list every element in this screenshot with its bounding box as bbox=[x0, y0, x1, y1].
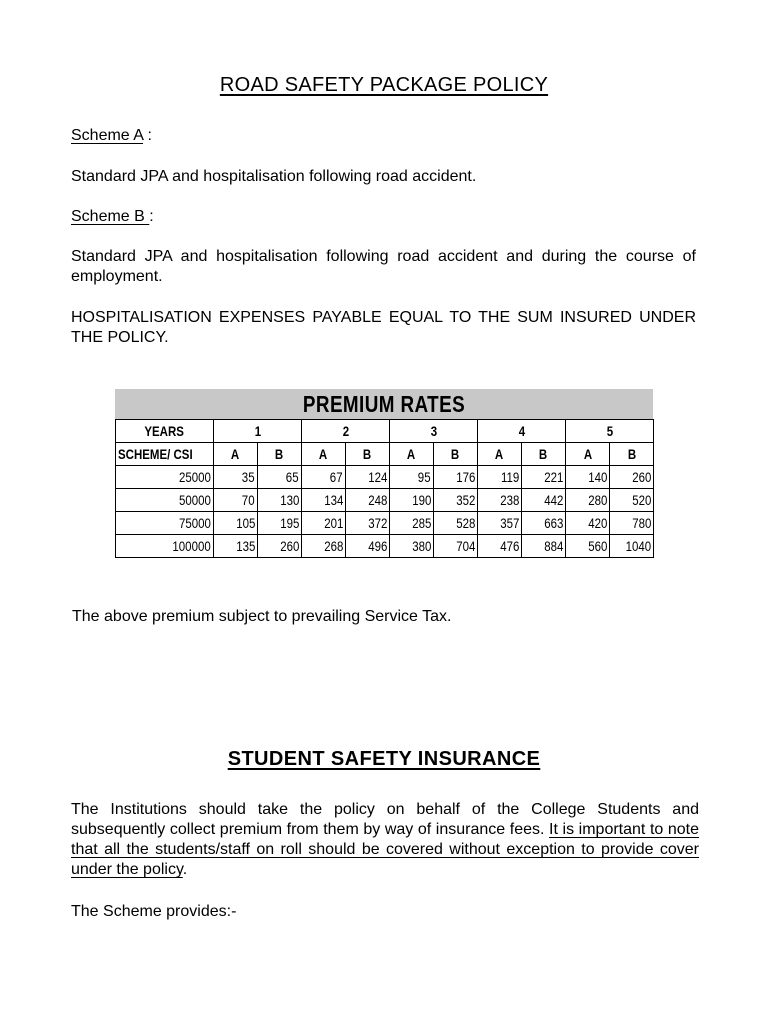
premium-cell bbox=[346, 466, 390, 489]
table-row bbox=[116, 489, 654, 512]
scheme-b-label: Scheme B bbox=[71, 208, 150, 225]
year-header: 2 bbox=[342, 423, 349, 439]
premium-cell bbox=[566, 535, 610, 558]
premium-cell bbox=[478, 535, 522, 558]
scheme-provides-text: The Scheme provides:- bbox=[71, 903, 237, 920]
premium-value: 260 bbox=[631, 469, 652, 485]
scheme-a-label: Scheme A bbox=[71, 127, 144, 144]
table-row bbox=[116, 512, 654, 535]
premium-value: 176 bbox=[455, 469, 476, 485]
premium-cell bbox=[302, 489, 346, 512]
premium-cell bbox=[390, 512, 434, 535]
premium-rates-title: PREMIUM RATES bbox=[163, 389, 604, 419]
scheme-subheader: B bbox=[539, 446, 548, 462]
student-section-title: STUDENT SAFETY INSURANCE bbox=[227, 748, 541, 770]
premium-value: 268 bbox=[323, 538, 344, 554]
student-section-paragraph bbox=[71, 800, 699, 880]
premium-value: 520 bbox=[631, 492, 652, 508]
scheme-subheader: A bbox=[583, 446, 592, 462]
premium-cell bbox=[434, 466, 478, 489]
premium-cell bbox=[566, 512, 610, 535]
premium-value: 248 bbox=[367, 492, 388, 508]
student-paragraph-emphasis: It is important to note that all the students/staff on roll should be covered without exception to provide cover under the policy bbox=[71, 821, 700, 878]
table-row bbox=[116, 535, 654, 558]
premium-value: 442 bbox=[543, 492, 564, 508]
scheme-subheader: A bbox=[319, 446, 328, 462]
csi-cell bbox=[116, 489, 214, 512]
premium-cell bbox=[434, 489, 478, 512]
premium-value: 420 bbox=[587, 515, 608, 531]
years-row bbox=[116, 420, 654, 443]
premium-value: 221 bbox=[543, 469, 564, 485]
csi-value: 100000 bbox=[172, 538, 211, 554]
premium-rates-header-bar bbox=[115, 389, 653, 419]
csi-value: 50000 bbox=[179, 492, 211, 508]
premium-cell bbox=[302, 535, 346, 558]
premium-rates-grid bbox=[115, 419, 654, 558]
scheme-a-description: Standard JPA and hospitalisation following road accident. bbox=[71, 168, 477, 185]
premium-value: 119 bbox=[500, 469, 520, 485]
premium-cell bbox=[522, 512, 566, 535]
scheme-subheader-cell bbox=[566, 443, 610, 466]
premium-cell bbox=[434, 535, 478, 558]
premium-value: 105 bbox=[235, 515, 255, 531]
premium-value: 704 bbox=[455, 538, 476, 554]
premium-cell bbox=[258, 512, 302, 535]
premium-cell bbox=[214, 489, 258, 512]
scheme-subheader: A bbox=[495, 446, 504, 462]
scheme-subheader-cell bbox=[434, 443, 478, 466]
premium-cell bbox=[478, 512, 522, 535]
premium-cell bbox=[522, 535, 566, 558]
premium-value: 95 bbox=[418, 469, 432, 485]
year-header: 1 bbox=[254, 423, 261, 439]
scheme-subheader-cell bbox=[302, 443, 346, 466]
premium-value: 124 bbox=[367, 469, 388, 485]
premium-cell bbox=[522, 466, 566, 489]
premium-cell bbox=[214, 512, 258, 535]
premium-value: 357 bbox=[499, 515, 520, 531]
years-label-cell bbox=[116, 420, 214, 443]
year-header-cell bbox=[478, 420, 566, 443]
premium-cell bbox=[346, 512, 390, 535]
csi-value: 75000 bbox=[179, 515, 211, 531]
premium-value: 238 bbox=[499, 492, 520, 508]
premium-value: 140 bbox=[587, 469, 608, 485]
premium-rates-table bbox=[115, 389, 653, 558]
premium-value: 663 bbox=[543, 515, 564, 531]
premium-value: 67 bbox=[330, 469, 344, 485]
scheme-b-heading bbox=[71, 207, 154, 227]
premium-cell bbox=[258, 535, 302, 558]
premium-value: 372 bbox=[367, 515, 388, 531]
premium-value: 195 bbox=[279, 515, 300, 531]
csi-cell bbox=[116, 512, 214, 535]
premium-cell bbox=[346, 535, 390, 558]
premium-value: 201 bbox=[323, 515, 344, 531]
scheme-b-colon: : bbox=[149, 208, 154, 225]
premium-cell bbox=[522, 489, 566, 512]
premium-cell bbox=[566, 466, 610, 489]
scheme-subheader-cell bbox=[390, 443, 434, 466]
scheme-subheader: A bbox=[407, 446, 416, 462]
student-paragraph-text: The Institutions should take the policy on behalf of the College Students and subsequently collect premium from them by way of insurance fees. bbox=[71, 801, 699, 838]
csi-cell bbox=[116, 466, 214, 489]
premium-value: 260 bbox=[279, 538, 300, 554]
premium-value: 884 bbox=[543, 538, 564, 554]
premium-value: 352 bbox=[455, 492, 476, 508]
premium-value: 70 bbox=[242, 492, 255, 508]
scheme-b-description: Standard JPA and hospitalisation following road accident and during the course of employment. bbox=[71, 248, 696, 285]
scheme-subheader: B bbox=[363, 446, 372, 462]
premium-cell bbox=[610, 489, 654, 512]
premium-cell bbox=[434, 512, 478, 535]
premium-value: 280 bbox=[587, 492, 608, 508]
year-header: 5 bbox=[606, 423, 613, 439]
premium-value: 496 bbox=[367, 538, 388, 554]
premium-cell bbox=[478, 489, 522, 512]
premium-cell bbox=[390, 489, 434, 512]
year-header: 3 bbox=[430, 423, 437, 439]
scheme-csi-label: SCHEME/ CSI bbox=[118, 446, 193, 462]
premium-cell bbox=[258, 466, 302, 489]
premium-value: 560 bbox=[587, 538, 608, 554]
premium-value: 476 bbox=[499, 538, 520, 554]
premium-value: 190 bbox=[411, 492, 432, 508]
premium-value: 1040 bbox=[625, 538, 652, 554]
year-header: 4 bbox=[518, 423, 525, 439]
premium-value: 65 bbox=[286, 469, 300, 485]
scheme-subheader-cell bbox=[346, 443, 390, 466]
premium-value: 380 bbox=[411, 538, 432, 554]
premium-cell bbox=[346, 489, 390, 512]
premium-cell bbox=[610, 535, 654, 558]
student-paragraph-end: . bbox=[182, 861, 188, 878]
page-title: ROAD SAFETY PACKAGE POLICY bbox=[219, 74, 549, 96]
premium-cell bbox=[258, 489, 302, 512]
premium-value: 528 bbox=[455, 515, 476, 531]
premium-cell bbox=[390, 466, 434, 489]
premium-cell bbox=[610, 512, 654, 535]
premium-cell bbox=[566, 489, 610, 512]
scheme-subheader: B bbox=[275, 446, 284, 462]
table-row bbox=[116, 466, 654, 489]
scheme-subheader: B bbox=[451, 446, 460, 462]
premium-cell bbox=[214, 535, 258, 558]
premium-cell bbox=[302, 466, 346, 489]
scheme-csi-label-cell bbox=[116, 443, 214, 466]
scheme-a-heading bbox=[71, 126, 152, 146]
premium-value: 285 bbox=[411, 515, 432, 531]
years-label: YEARS bbox=[144, 423, 185, 439]
scheme-row bbox=[116, 443, 654, 466]
scheme-subheader-cell bbox=[610, 443, 654, 466]
scheme-subheader-cell bbox=[214, 443, 258, 466]
premium-cell bbox=[302, 512, 346, 535]
premium-value: 130 bbox=[279, 492, 300, 508]
premium-cell bbox=[610, 466, 654, 489]
csi-value: 25000 bbox=[179, 469, 211, 485]
premium-cell bbox=[478, 466, 522, 489]
premium-value: 134 bbox=[323, 492, 344, 508]
premium-cell bbox=[214, 466, 258, 489]
premium-value: 35 bbox=[242, 469, 255, 485]
scheme-subheader-cell bbox=[478, 443, 522, 466]
premium-cell bbox=[390, 535, 434, 558]
scheme-subheader: A bbox=[231, 446, 240, 462]
year-header-cell bbox=[302, 420, 390, 443]
year-header-cell bbox=[566, 420, 654, 443]
year-header-cell bbox=[390, 420, 478, 443]
scheme-subheader: B bbox=[627, 446, 636, 462]
premium-value: 780 bbox=[631, 515, 652, 531]
premium-value: 135 bbox=[235, 538, 255, 554]
csi-cell bbox=[116, 535, 214, 558]
service-tax-note: The above premium subject to prevailing Service Tax. bbox=[72, 608, 452, 625]
scheme-subheader-cell bbox=[522, 443, 566, 466]
hospitalisation-note: HOSPITALISATION EXPENSES PAYABLE EQUAL TO THE SUM INSURED UNDER THE POLICY. bbox=[71, 309, 696, 346]
year-header-cell bbox=[214, 420, 302, 443]
scheme-subheader-cell bbox=[258, 443, 302, 466]
scheme-a-colon: : bbox=[143, 127, 152, 144]
